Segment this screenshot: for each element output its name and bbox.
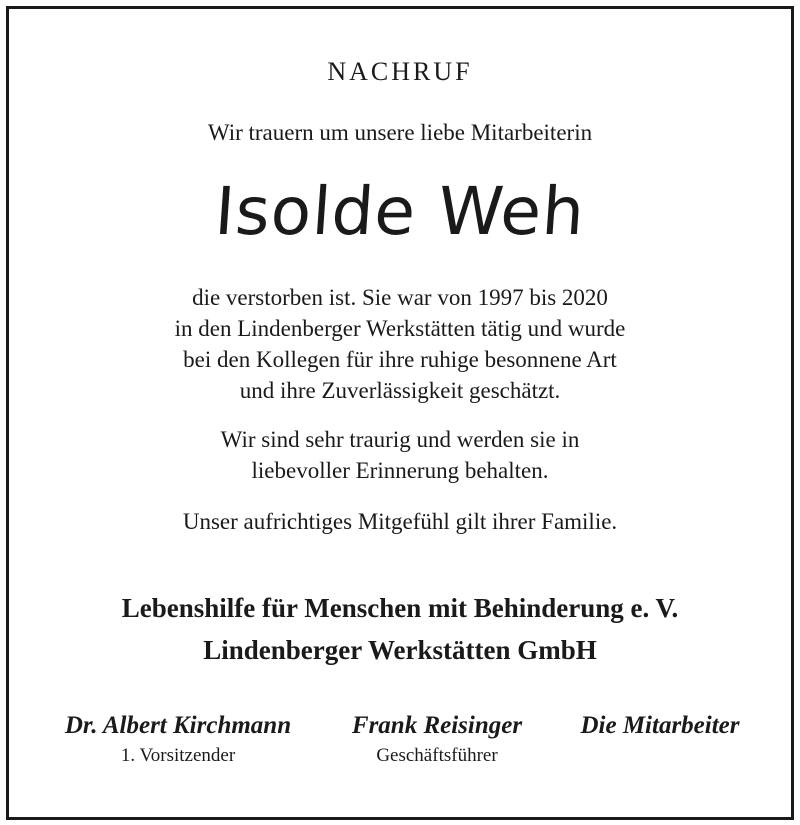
- signatory-role: 1. Vorsitzender: [120, 745, 236, 766]
- paragraph-line: die verstorben ist. Sie war von 1997 bis 2020: [192, 285, 608, 310]
- signatory-name: Dr. Albert Kirchmann: [64, 712, 292, 739]
- paragraph-mourning: [0, 424, 800, 486]
- paragraph-line: bei den Kollegen für ihre ruhige besonnene Art: [183, 347, 617, 372]
- signatory-name: Die Mitarbeiter: [580, 712, 740, 739]
- signatory-name: Frank Reisinger: [351, 712, 523, 739]
- deceased-name: Isolde Weh: [212, 173, 588, 250]
- paragraph-line: und ihre Zuverlässigkeit geschätzt.: [239, 378, 561, 403]
- signatory-role: Geschäftsführer: [376, 745, 498, 766]
- paragraph-career: [0, 282, 800, 406]
- paragraph-condolence: Unser aufrichtiges Mitgefühl gilt ihrer Familie.: [182, 509, 618, 534]
- obituary-heading: NACHRUF: [327, 57, 473, 86]
- organization-name: Lindenberger Werkstätten GmbH: [203, 635, 597, 665]
- paragraph-line: Wir sind sehr traurig und werden sie in: [220, 427, 580, 452]
- organization-name: Lebenshilfe für Menschen mit Behinderung e. V.: [121, 593, 679, 623]
- intro-text: Wir trauern um unsere liebe Mitarbeiterin: [207, 120, 593, 145]
- paragraph-line: in den Lindenberger Werkstätten tätig und wurde: [174, 316, 626, 341]
- paragraph-line: liebevoller Erinnerung behalten.: [251, 458, 549, 483]
